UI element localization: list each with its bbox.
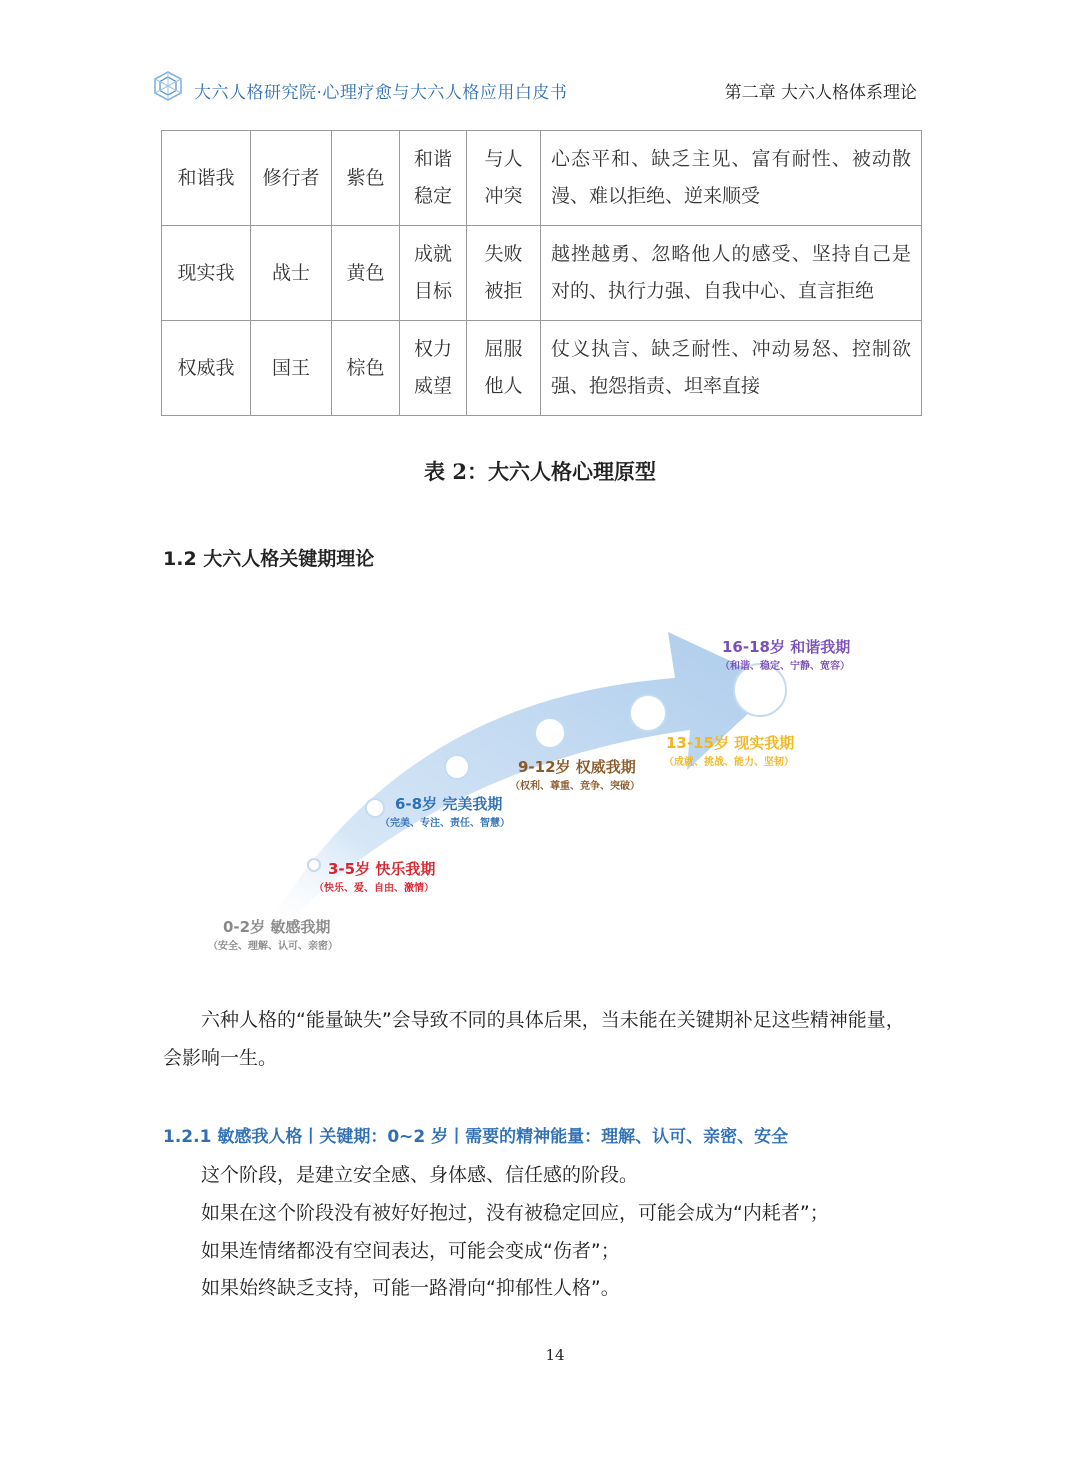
archetype-name: 权威我 (162, 321, 251, 416)
archetype-description: 越挫越勇、忽略他人的感受、坚持自己是对的、执行力强、自我中心、直言拒绝 (541, 226, 922, 321)
stage-label-16-18: 16-18岁 和谐我期 (722, 638, 851, 656)
body-paragraph: 六种人格的“能量缺失”会导致不同的具体后果，当未能在关键期补足这些精神能量，会影响一生。 (163, 1009, 905, 1069)
institute-logo-icon (152, 70, 184, 102)
header-title: 大六人格研究院·心理疗愈与大六人格应用白皮书 (194, 83, 568, 103)
stage-circle-5 (630, 695, 666, 731)
archetype-description: 心态平和、缺乏主见、富有耐性、被动散漫、难以拒绝、逆来顺受 (541, 131, 922, 226)
archetype-fear: 与人 冲突 (467, 131, 541, 226)
stage-label-9-12: 9-12岁 权威我期 (518, 758, 636, 776)
table-row (162, 226, 922, 321)
body-line: 如果始终缺乏支持，可能一路滑向“抑郁性人格”。 (201, 1277, 620, 1299)
archetype-name: 和谐我 (162, 131, 251, 226)
archetype-need: 成就 目标 (400, 226, 467, 321)
stage-circle-4 (535, 718, 565, 748)
stage-needs-9-12: （权利、尊重、竞争、突破） (510, 781, 640, 792)
table-row (162, 321, 922, 416)
stage-needs-13-15: （成就、挑战、能力、坚韧） (664, 757, 794, 768)
archetype-color: 紫色 (332, 131, 400, 226)
critical-period-diagram (190, 620, 910, 965)
archetype-table (161, 130, 922, 416)
page-number: 14 (545, 1346, 565, 1364)
archetype-fear: 屈服 他人 (467, 321, 541, 416)
stage-needs-3-5: （快乐、爱、自由、激情） (314, 883, 434, 894)
archetype-name: 现实我 (162, 226, 251, 321)
archetype-need: 权力 威望 (400, 321, 467, 416)
archetype-role: 战士 (251, 226, 332, 321)
archetype-need: 和谐 稳定 (400, 131, 467, 226)
stage-needs-6-8: （完美、专注、责任、智慧） (380, 818, 510, 829)
subsection-title: 1.2.1 敏感我人格丨关键期：0~2 岁丨需要的精神能量：理解、认可、亲密、安全 (163, 1127, 789, 1147)
stage-label-6-8: 6-8岁 完美我期 (395, 795, 503, 813)
body-line: 如果连情绪都没有空间表达，可能会变成“伤者”； (201, 1240, 620, 1262)
section-title: 1.2 大六人格关键期理论 (163, 548, 375, 570)
table-caption: 表 2：大六人格心理原型 (424, 459, 656, 484)
stage-circle-3 (445, 755, 469, 779)
archetype-fear: 失败 被拒 (467, 226, 541, 321)
archetype-role: 修行者 (251, 131, 332, 226)
archetype-color: 黄色 (332, 226, 400, 321)
archetype-role: 国王 (251, 321, 332, 416)
stage-label-13-15: 13-15岁 现实我期 (666, 734, 795, 752)
stage-circle-1 (308, 859, 320, 871)
stage-needs-16-18: （和谐、稳定、宁静、宽容） (720, 661, 850, 672)
page-header (152, 66, 917, 110)
body-line: 如果在这个阶段没有被好好抱过，没有被稳定回应，可能会成为“内耗者”； (201, 1202, 829, 1224)
stage-label-3-5: 3-5岁 快乐我期 (328, 860, 436, 878)
stage-label-0-2: 0-2岁 敏感我期 (223, 918, 331, 936)
table-row (162, 131, 922, 226)
body-line: 这个阶段，是建立安全感、身体感、信任感的阶段。 (201, 1164, 639, 1186)
archetype-color: 棕色 (332, 321, 400, 416)
stage-needs-0-2: （安全、理解、认可、亲密） (208, 941, 338, 952)
chapter-title: 第二章 大六人格体系理论 (724, 83, 917, 103)
archetype-description: 仗义执言、缺乏耐性、冲动易怒、控制欲强、抱怨指责、坦率直接 (541, 321, 922, 416)
